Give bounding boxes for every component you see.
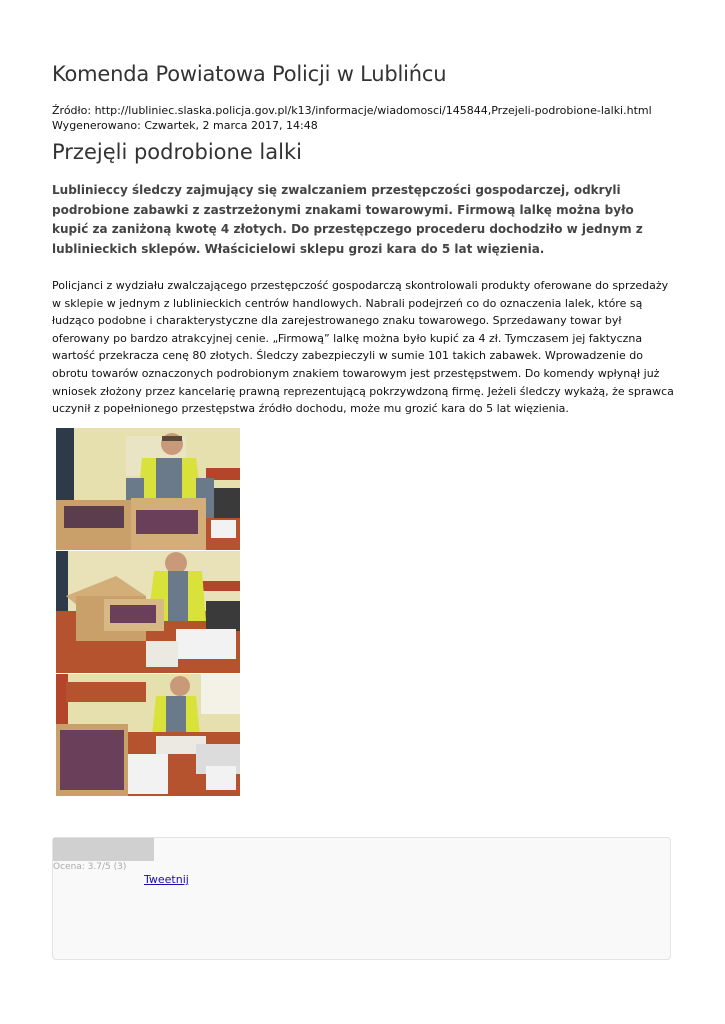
tweet-link[interactable]: Tweetnij xyxy=(144,873,189,886)
rating-widget[interactable] xyxy=(53,838,154,861)
article-title: Przejęli podrobione lalki xyxy=(52,140,302,164)
photo-officer-inspecting-dolls-1[interactable] xyxy=(56,428,240,550)
article-lead: Lublinieccy śledczy zajmujący się zwalczaniem przestępczości gospodarczej, odkryli podrobione zabawki z zastrzeżonymi znakami towarowymi. Firmową lalkę można było kupić za zaniżoną kwotę 4 złotych. Do przestępczego procederu dochodziło w jednym z lublinieckich sklepów. Właścicielowi sklepu grozi kara do 5 lat więzienia. xyxy=(52,183,643,256)
photo-gallery xyxy=(56,428,240,797)
rating-text: Ocena: 3.7/5 (3) xyxy=(53,862,127,872)
photo-officer-inspecting-dolls-2[interactable] xyxy=(56,551,240,673)
article-body: Policjanci z wydziału zwalczającego przestępczość gospodarczą skontrolowali produkty oferowane do sprzedaży w sklepie w jednym z lublinieckich centrów handlowych. Nabrali podejrzeń co do oznaczenia lalek, które są łudząco podobne i charakterystyczne dla zarejestrowanego znaku towarowego. Sprzedawany towar był oferowany po bardzo atrakcyjnej cenie. „Firmową” lalkę można było kupić za 4 zł. Tymczasem jej faktyczna wartość przekracza cenę 80 złotych. Śledczy zabezpieczyli w sumie 101 takich zabawek. Wprowadzenie do obrotu towarów oznaczonych podrobionym znakiem towarowym jest przestępstwem. Do komendy wpłynął już wniosek złożony przez kancelarię prawną reprezentującą pokrzywdzoną firmę. Jeżeli śledczy wykażą, że sprawca uczynił z popełnionego przestępstwa źródło dochodu, może mu grozić kara do 5 lat więzienia. xyxy=(52,279,674,416)
source-line: Źródło: http://lubliniec.slaska.policja.gov.pl/k13/informacje/wiadomosci/145844,Przejeli-podrobione-lalki.html xyxy=(52,104,652,117)
rating-panel xyxy=(52,837,671,960)
photo-officer-inspecting-dolls-3[interactable] xyxy=(56,674,240,796)
site-title: Komenda Powiatowa Policji w Lublińcu xyxy=(52,62,447,86)
document-meta xyxy=(52,103,652,133)
generated-line: Wygenerowano: Czwartek, 2 marca 2017, 14:48 xyxy=(52,119,318,132)
